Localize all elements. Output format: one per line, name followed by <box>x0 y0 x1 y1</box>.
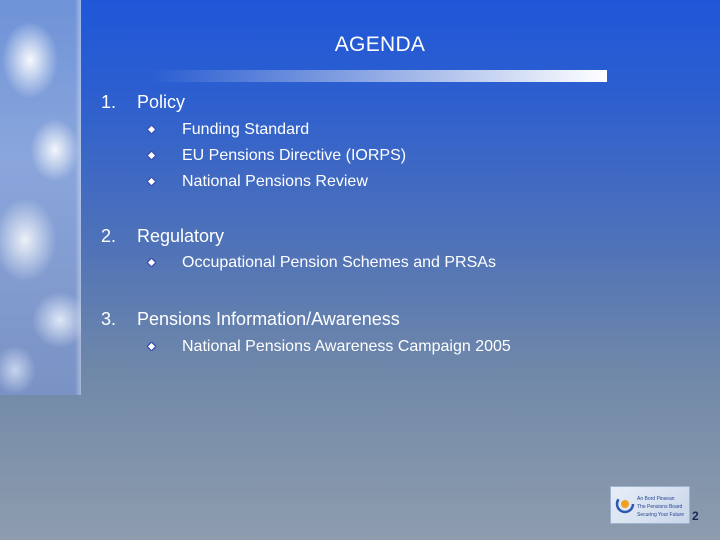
section-label: Pensions Information/Awareness <box>137 309 400 329</box>
section-1 <box>101 92 185 113</box>
diamond-bullet-icon <box>147 177 156 186</box>
diamond-bullet-icon <box>147 151 156 160</box>
slide-title: AGENDA <box>334 33 426 56</box>
logo-swirl-icon <box>615 494 635 514</box>
logo-text-line: The Pensions Board <box>637 504 683 510</box>
bullet-text: National Pensions Awareness Campaign 2005 <box>182 338 511 355</box>
sky-cloud-image <box>0 0 81 395</box>
diamond-bullet-icon <box>147 342 156 351</box>
pensions-board-logo <box>610 486 690 524</box>
section-2 <box>101 226 224 247</box>
bullet-text: EU Pensions Directive (IORPS) <box>182 147 407 164</box>
logo-text-line: Securing Your Future <box>637 512 684 518</box>
bullet-text: Funding Standard <box>182 121 310 138</box>
section-3 <box>101 309 400 330</box>
section-number: 3. <box>101 309 117 329</box>
title-underline-bar <box>150 70 607 82</box>
diamond-bullet-icon <box>147 258 156 267</box>
section-label: Regulatory <box>137 226 225 246</box>
section-number: 2. <box>101 226 117 246</box>
bullet-text: Occupational Pension Schemes and PRSAs <box>182 254 496 271</box>
section-label: Policy <box>137 92 186 112</box>
logo-text-line: An Bord Pinsean <box>637 496 675 502</box>
diamond-bullet-icon <box>147 125 156 134</box>
bullet-text: National Pensions Review <box>182 173 368 190</box>
page-number: 2 <box>692 509 699 523</box>
section-number: 1. <box>101 92 117 112</box>
